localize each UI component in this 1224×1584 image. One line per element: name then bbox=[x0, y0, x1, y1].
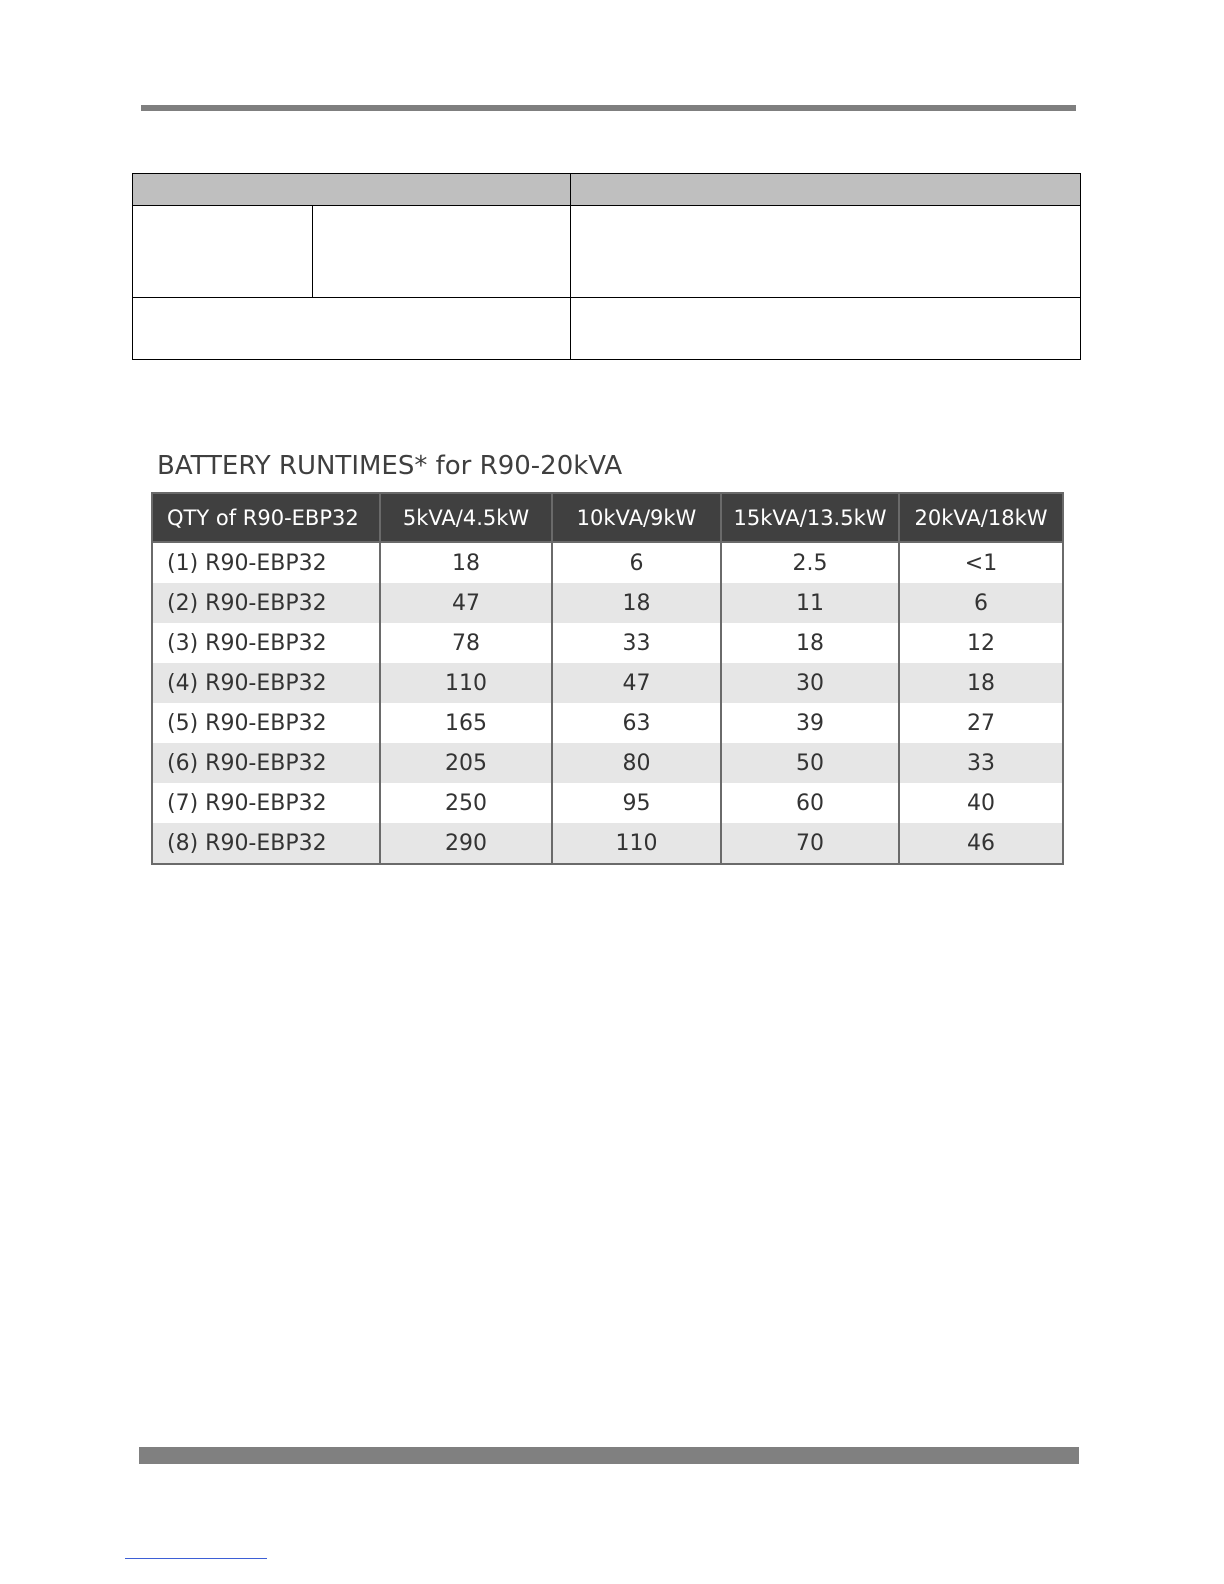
qty-cell: (3) R90-EBP32 bbox=[152, 623, 380, 663]
runtime-cell: 165 bbox=[380, 703, 552, 743]
table-row bbox=[152, 663, 1063, 703]
runtime-cell: 110 bbox=[552, 823, 721, 864]
spec-table-header-cell bbox=[571, 174, 1081, 206]
table-row bbox=[152, 783, 1063, 823]
runtime-cell: 6 bbox=[899, 583, 1063, 623]
column-header-10kva: 10kVA/9kW bbox=[552, 493, 721, 542]
runtime-table bbox=[151, 492, 1064, 865]
runtime-cell: 33 bbox=[552, 623, 721, 663]
table-row bbox=[152, 703, 1063, 743]
runtime-cell: 290 bbox=[380, 823, 552, 864]
runtime-cell: 47 bbox=[552, 663, 721, 703]
runtime-cell: <1 bbox=[899, 542, 1063, 583]
table-row bbox=[152, 623, 1063, 663]
spec-table-header-cell bbox=[133, 174, 571, 206]
qty-cell: (6) R90-EBP32 bbox=[152, 743, 380, 783]
column-header-5kva: 5kVA/4.5kW bbox=[380, 493, 552, 542]
table-row bbox=[152, 743, 1063, 783]
runtime-cell: 18 bbox=[380, 542, 552, 583]
runtime-table-header-row bbox=[152, 493, 1063, 542]
spec-table-cell bbox=[313, 206, 571, 298]
runtime-cell: 30 bbox=[721, 663, 899, 703]
runtime-cell: 47 bbox=[380, 583, 552, 623]
table-row bbox=[152, 583, 1063, 623]
qty-cell: (8) R90-EBP32 bbox=[152, 823, 380, 864]
runtime-cell: 70 bbox=[721, 823, 899, 864]
runtime-cell: 110 bbox=[380, 663, 552, 703]
column-header-qty: QTY of R90-EBP32 bbox=[152, 493, 380, 542]
footer-link-underline[interactable] bbox=[125, 1558, 267, 1559]
runtime-cell: 18 bbox=[721, 623, 899, 663]
runtime-cell: 39 bbox=[721, 703, 899, 743]
spec-table-row bbox=[133, 298, 1081, 360]
runtime-cell: 33 bbox=[899, 743, 1063, 783]
runtime-cell: 63 bbox=[552, 703, 721, 743]
runtime-cell: 205 bbox=[380, 743, 552, 783]
column-header-20kva: 20kVA/18kW bbox=[899, 493, 1063, 542]
runtime-cell: 80 bbox=[552, 743, 721, 783]
spec-table bbox=[132, 173, 1081, 360]
runtime-table-title: BATTERY RUNTIMES* for R90-20kVA bbox=[157, 451, 623, 481]
header-rule bbox=[141, 105, 1076, 111]
spec-table-cell bbox=[571, 206, 1081, 298]
runtime-cell: 2.5 bbox=[721, 542, 899, 583]
runtime-cell: 18 bbox=[552, 583, 721, 623]
qty-cell: (1) R90-EBP32 bbox=[152, 542, 380, 583]
footer-rule bbox=[139, 1447, 1079, 1464]
runtime-cell: 40 bbox=[899, 783, 1063, 823]
table-row bbox=[152, 542, 1063, 583]
runtime-cell: 60 bbox=[721, 783, 899, 823]
spec-table-cell bbox=[571, 298, 1081, 360]
qty-cell: (7) R90-EBP32 bbox=[152, 783, 380, 823]
runtime-cell: 27 bbox=[899, 703, 1063, 743]
runtime-cell: 12 bbox=[899, 623, 1063, 663]
runtime-cell: 50 bbox=[721, 743, 899, 783]
runtime-cell: 95 bbox=[552, 783, 721, 823]
spec-table-row bbox=[133, 206, 1081, 298]
runtime-cell: 6 bbox=[552, 542, 721, 583]
runtime-cell: 78 bbox=[380, 623, 552, 663]
qty-cell: (5) R90-EBP32 bbox=[152, 703, 380, 743]
qty-cell: (2) R90-EBP32 bbox=[152, 583, 380, 623]
runtime-cell: 250 bbox=[380, 783, 552, 823]
spec-table-cell bbox=[133, 298, 571, 360]
column-header-15kva: 15kVA/13.5kW bbox=[721, 493, 899, 542]
qty-cell: (4) R90-EBP32 bbox=[152, 663, 380, 703]
spec-table-header-row bbox=[133, 174, 1081, 206]
runtime-cell: 18 bbox=[899, 663, 1063, 703]
spec-table-cell bbox=[133, 206, 313, 298]
table-row bbox=[152, 823, 1063, 864]
runtime-cell: 11 bbox=[721, 583, 899, 623]
runtime-cell: 46 bbox=[899, 823, 1063, 864]
